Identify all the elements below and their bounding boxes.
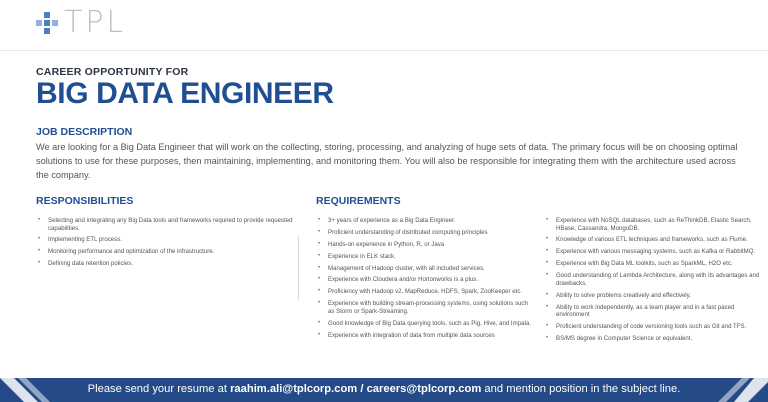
list-item: • Selecting and integrating any Big Data tools and frameworks required to provide requested capabilities. — [36, 217, 294, 232]
list-item: • Management of Hadoop cluster, with all included services. — [316, 265, 534, 273]
career-kicker: CAREER OPPORTUNITY FOR — [36, 66, 189, 78]
list-item: • Experience with integration of data from multiple data sources — [316, 332, 534, 340]
responsibilities-heading: RESPONSIBILITIES — [36, 195, 134, 207]
email-link-primary[interactable]: raahim.ali@tplcorp.com — [230, 383, 358, 395]
list-item: • Ability to solve problems creatively and effectively. — [544, 292, 766, 300]
list-item: • Experience with Big Data ML toolkits, such as SparkML, H2O etc. — [544, 260, 766, 268]
responsibilities-list — [36, 217, 294, 272]
footer-suffix: and mention position in the subject line. — [481, 383, 681, 395]
list-item: • Proficiency with Hadoop v2, MapReduce, HDFS, Spark, ZooKeeper etc. — [316, 288, 534, 296]
footer-prefix: Please send your resume at — [87, 383, 231, 395]
list-item: • Ability to work independently, as a team player and in a fast paced environment — [544, 304, 766, 319]
header-divider — [0, 50, 768, 51]
list-item: • Experience with various messaging systems, such as Kafka or RabbitMQ. — [544, 248, 766, 256]
column-divider — [298, 236, 299, 300]
list-item: • 3+ years of experience as a Big Data Engineer. — [316, 217, 534, 225]
email-link-careers[interactable]: careers@tplcorp.com — [366, 383, 482, 395]
email-separator: / — [357, 383, 367, 395]
tpl-logo — [36, 5, 127, 40]
list-item: • Monitoring performance and optimization of the infrastructure. — [36, 248, 294, 256]
list-item: • Good knowledge of Big Data querying tools, such as Pig, Hive, and Impala. — [316, 320, 534, 328]
list-item: • Implementing ETL process. — [36, 236, 294, 244]
list-item: • Good understanding of Lambda Architecture, along with its advantages and drawbacks. — [544, 272, 766, 287]
list-item: • Proficient understanding of distributed computing principles — [316, 229, 534, 237]
footer-message — [0, 383, 768, 395]
list-item: • Proficient understanding of code versioning tools such as Git and TFS. — [544, 323, 766, 331]
list-item: • Defining data retention policies. — [36, 260, 294, 268]
logo-wordmark: TPL — [64, 5, 127, 40]
job-description-heading: JOB DESCRIPTION — [36, 126, 133, 138]
list-item: • Experience in ELK stack. — [316, 253, 534, 261]
list-item: • Experience with NoSQL databases, such as ReThinkDB, Elastic Search, HBase, Cassandra, MongoDB. — [544, 217, 766, 232]
list-item: • Experience with building stream-processing systems, using solutions such as Storm or Spark-Streaming. — [316, 300, 534, 315]
job-title: BIG DATA ENGINEER — [36, 77, 334, 110]
list-item: • Experience with Cloudera and/or Hortonworks is a plus. — [316, 276, 534, 284]
tpl-logo-icon — [36, 12, 58, 34]
job-description-text: We are looking for a Big Data Engineer that will work on the collecting, storing, processing, and analyzing of huge sets of data. The primary focus will be on choosing optimal solutions to use for these purposes, then maintaining, implementing, and monitoring them. You will also be responsible for integrating them with the architecture used across the company. — [36, 142, 738, 180]
requirements-list-1 — [316, 217, 534, 344]
list-item: • Knowledge of various ETL techniques and frameworks, such as Flume. — [544, 236, 766, 244]
requirements-list-2 — [544, 217, 766, 347]
requirements-heading: REQUIREMENTS — [316, 195, 401, 207]
list-item: • BS/MS degree in Computer Science or equivalent. — [544, 335, 766, 343]
list-item: • Hands-on experience in Python, R, or Java — [316, 241, 534, 249]
